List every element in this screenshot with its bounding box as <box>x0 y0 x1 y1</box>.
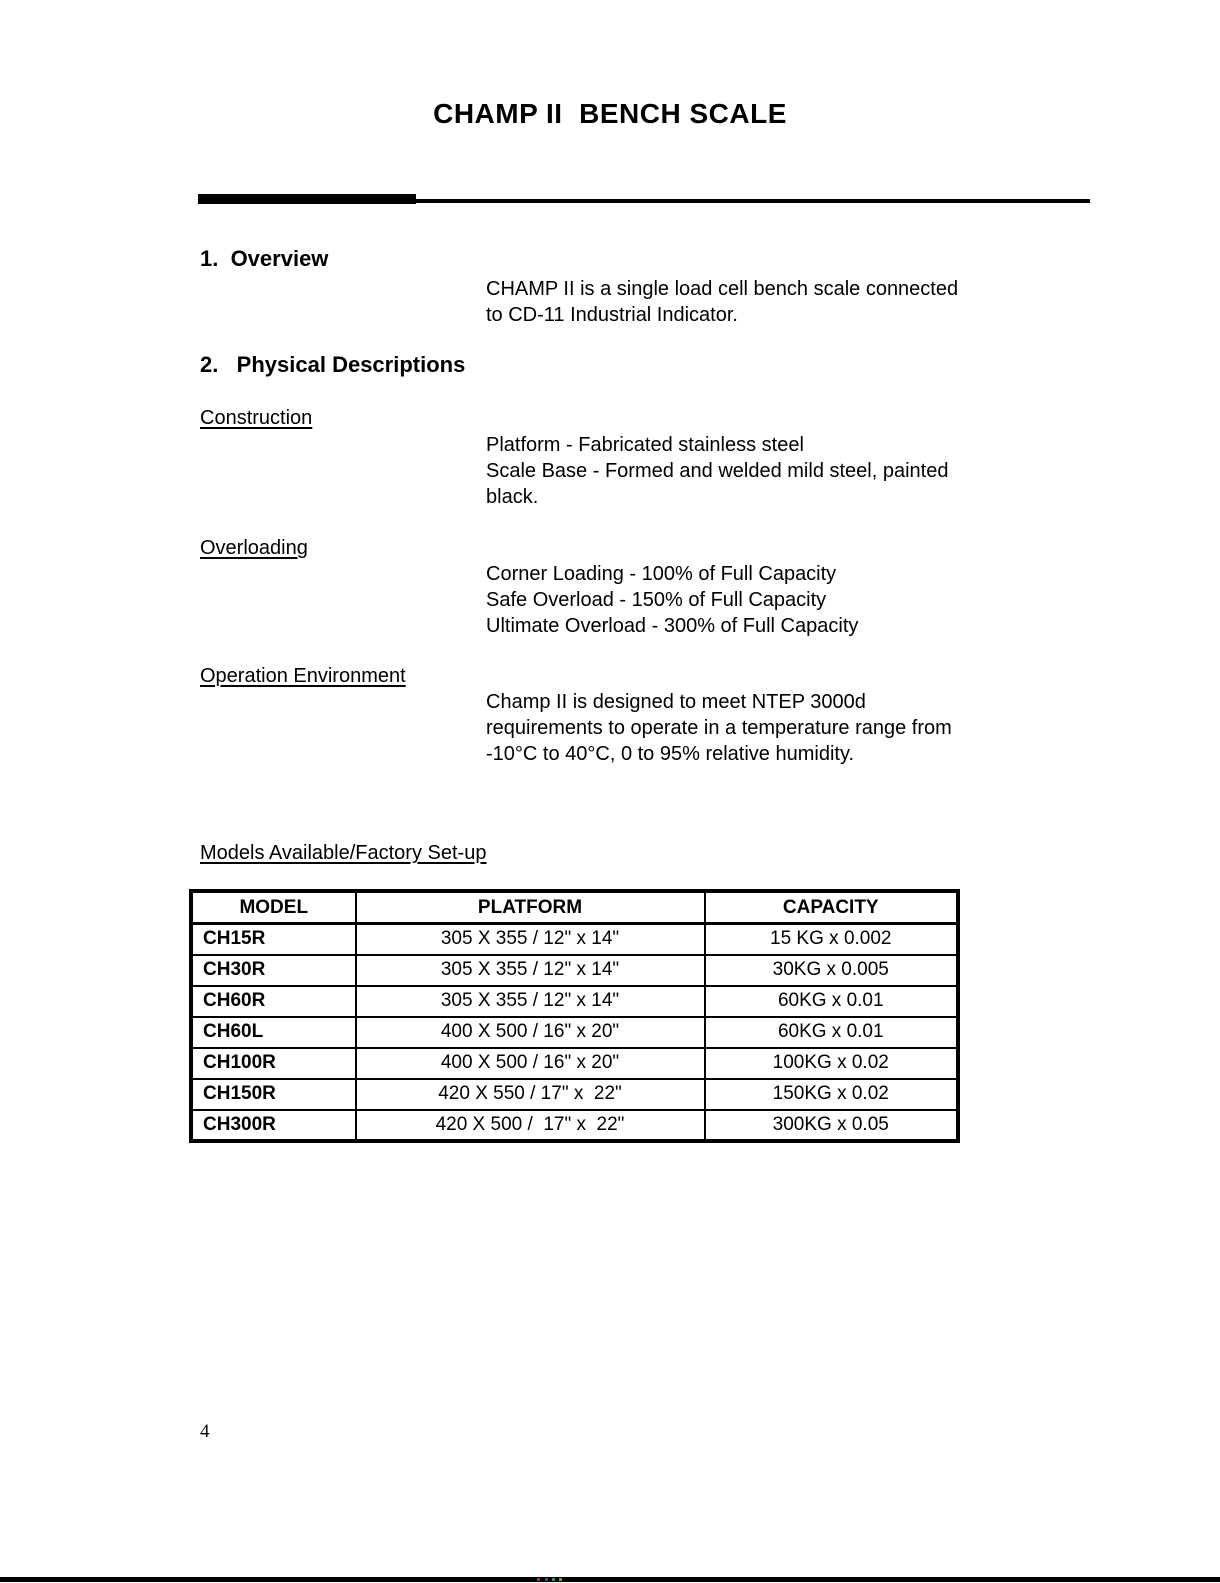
page-number: 4 <box>200 1421 210 1442</box>
cell-model: CH60R <box>192 986 356 1017</box>
heading-overview: 1. Overview <box>200 246 329 271</box>
cell-model: CH100R <box>192 1048 356 1079</box>
cell-model: CH150R <box>192 1079 356 1110</box>
cell-platform: 305 X 355 / 12" x 14" <box>356 986 705 1017</box>
cell-model: CH60L <box>192 1017 356 1048</box>
operation-environment-line: Champ II is designed to meet NTEP 3000d <box>486 691 866 713</box>
cell-capacity: 100KG x 0.02 <box>705 1048 958 1079</box>
models-table-header <box>192 892 958 924</box>
header-model: MODEL <box>192 892 356 924</box>
table-row <box>192 1048 958 1079</box>
label-operation-environment: Operation Environment <box>200 665 406 687</box>
table-row <box>192 1017 958 1048</box>
label-overloading: Overloading <box>200 537 308 559</box>
cell-platform: 420 X 500 / 17" x 22" <box>356 1110 705 1141</box>
construction-line: Scale Base - Formed and welded mild steel, painted <box>486 460 949 482</box>
label-construction: Construction <box>200 407 313 429</box>
cell-platform: 400 X 500 / 16" x 20" <box>356 1048 705 1079</box>
cell-model: CH15R <box>192 924 356 955</box>
scan-artifact-dot-red <box>537 1578 540 1581</box>
models-table <box>190 890 959 1142</box>
operation-environment-body <box>486 689 952 767</box>
operation-environment-line: requirements to operate in a temperature range from <box>486 717 952 739</box>
table-row <box>192 924 958 955</box>
overloading-body <box>486 561 858 639</box>
overloading-line: Ultimate Overload - 300% of Full Capacity <box>486 615 859 637</box>
divider-thin-segment <box>416 199 1090 203</box>
table-row <box>192 986 958 1017</box>
label-models-available: Models Available/Factory Set-up <box>200 842 487 864</box>
operation-environment-line: -10°C to 40°C, 0 to 95% relative humidity. <box>486 743 855 765</box>
title-divider <box>198 194 1090 204</box>
cell-model: CH300R <box>192 1110 356 1141</box>
header-capacity: CAPACITY <box>705 892 958 924</box>
scan-artifact-dot-green <box>552 1578 555 1581</box>
overloading-line: Safe Overload - 150% of Full Capacity <box>486 589 827 611</box>
cell-capacity: 300KG x 0.05 <box>705 1110 958 1141</box>
page-title: CHAMP II BENCH SCALE <box>433 98 787 129</box>
cell-capacity: 150KG x 0.02 <box>705 1079 958 1110</box>
overview-body <box>486 276 958 328</box>
cell-capacity: 15 KG x 0.002 <box>705 924 958 955</box>
cell-platform: 305 X 355 / 12" x 14" <box>356 955 705 986</box>
table-row <box>192 955 958 986</box>
table-row <box>192 1079 958 1110</box>
overloading-line: Corner Loading - 100% of Full Capacity <box>486 563 837 585</box>
cell-platform: 305 X 355 / 12" x 14" <box>356 924 705 955</box>
overview-line: CHAMP II is a single load cell bench scale connected <box>486 278 959 300</box>
cell-model: CH30R <box>192 955 356 986</box>
heading-physical-descriptions: 2. Physical Descriptions <box>200 352 466 377</box>
header-platform: PLATFORM <box>356 892 705 924</box>
scan-artifact-dot-olive <box>559 1578 562 1581</box>
table-row <box>192 1110 958 1141</box>
scan-artifact-bar <box>0 1577 1220 1582</box>
cell-platform: 400 X 500 / 16" x 20" <box>356 1017 705 1048</box>
models-table-body <box>192 924 958 1141</box>
construction-line: Platform - Fabricated stainless steel <box>486 434 804 456</box>
table-header-row <box>192 892 958 924</box>
cell-capacity: 30KG x 0.005 <box>705 955 958 986</box>
divider-thick-segment <box>198 194 416 204</box>
overview-line: to CD-11 Industrial Indicator. <box>486 304 738 326</box>
cell-capacity: 60KG x 0.01 <box>705 986 958 1017</box>
cell-capacity: 60KG x 0.01 <box>705 1017 958 1048</box>
construction-body <box>486 432 948 510</box>
construction-line: black. <box>486 486 539 508</box>
scan-artifact-dot-blue <box>545 1578 548 1581</box>
cell-platform: 420 X 550 / 17" x 22" <box>356 1079 705 1110</box>
